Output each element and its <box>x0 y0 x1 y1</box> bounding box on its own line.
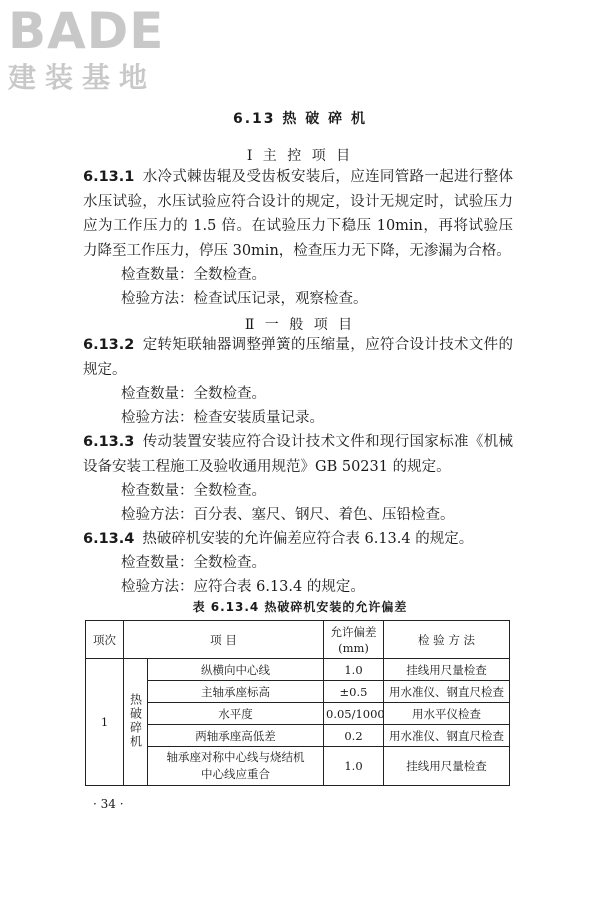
section-title: 6.13 热 破 碎 机 <box>232 111 368 127</box>
cell-tolerance: ±0.5 <box>324 681 384 703</box>
category-label: 热破碎机 <box>128 692 143 749</box>
clause-text: 热破碎机安装的允许偏差应符合表 6.13.4 的规定。 <box>142 531 474 547</box>
table-row <box>86 681 510 703</box>
header-item: 项 目 <box>124 621 324 659</box>
watermark-logo <box>8 2 178 94</box>
clause-6-13-4 <box>83 527 513 552</box>
table-row <box>86 747 510 786</box>
check-quantity-6-13-3: 检查数量：全数检查。 <box>121 483 266 499</box>
cell-tolerance: 1.0 <box>324 659 384 681</box>
clause-number: 6.13.1 <box>83 169 135 185</box>
header-tolerance <box>324 621 384 659</box>
logo-brand-cn: 建装基地 <box>8 61 157 94</box>
check-quantity-6-13-4: 检查数量：全数检查。 <box>121 555 266 571</box>
table-row <box>86 703 510 725</box>
clause-text: 定转矩联轴器调整弹簧的压缩量，应符合设计技术文件的规定。 <box>83 337 513 378</box>
check-quantity-6-13-1: 检查数量：全数检查。 <box>121 267 266 283</box>
cell-category <box>124 659 148 786</box>
clause-text: 水冷式棘齿辊及受齿板安装后，应连同管路一起进行整体水压试验，水压试验应符合设计的规定，设计无规定时，试验压力应为工作压力的 1.5 倍。在试验压力下稳压 10min，再将试验压力降至工作压力，停压 30min，检查压力无下降，无渗漏为合格。 <box>83 169 513 259</box>
check-method-6-13-3: 检验方法：百分表、塞尺、钢尺、着色、压铅检查。 <box>121 507 455 523</box>
check-method-6-13-2: 检验方法：检查安装质量记录。 <box>121 410 324 426</box>
cell-item-line2: 中心线应重合 <box>201 767 270 781</box>
cell-method: 挂线用尺量检查 <box>384 659 510 681</box>
clause-6-13-1 <box>83 165 513 263</box>
table-row <box>86 659 510 681</box>
clause-number: 6.13.2 <box>83 337 135 353</box>
cell-seq: 1 <box>86 659 124 786</box>
cell-item <box>148 747 324 786</box>
cell-item: 主轴承座标高 <box>148 681 324 703</box>
clause-6-13-3 <box>83 430 513 479</box>
cell-item: 纵横向中心线 <box>148 659 324 681</box>
tolerance-table <box>85 620 510 786</box>
check-method-6-13-1: 检验方法：检查试压记录，观察检查。 <box>121 291 368 307</box>
header-tolerance-label: 允许偏差 <box>330 624 377 639</box>
table-caption: 表 6.13.4 热破碎机安装的允许偏差 <box>192 600 408 614</box>
subsection-main-control-items: Ⅰ 主 控 项 目 <box>246 148 354 164</box>
clause-6-13-2 <box>83 333 513 382</box>
check-quantity-6-13-2: 检查数量：全数检查。 <box>121 386 266 402</box>
clause-number: 6.13.4 <box>83 531 135 547</box>
cell-method: 用水平仪检查 <box>384 703 510 725</box>
header-method: 检 验 方 法 <box>384 621 510 659</box>
header-tolerance-unit: (mm) <box>338 640 369 655</box>
subsection-general-items: Ⅱ 一 般 项 目 <box>244 317 356 333</box>
table-header-row <box>86 621 510 659</box>
clause-number: 6.13.3 <box>83 434 135 450</box>
page-number: · 34 · <box>93 797 124 811</box>
cell-tolerance: 0.2 <box>324 725 384 747</box>
cell-item: 水平度 <box>148 703 324 725</box>
cell-item: 两轴承座高低差 <box>148 725 324 747</box>
cell-method: 用水准仪、钢直尺检查 <box>384 681 510 703</box>
cell-tolerance: 0.05/1000 <box>324 703 384 725</box>
cell-method: 挂线用尺量检查 <box>384 747 510 786</box>
logo-brand-en: BADE <box>8 2 165 60</box>
cell-tolerance: 1.0 <box>324 747 384 786</box>
table-row <box>86 725 510 747</box>
clause-text: 传动装置安装应符合设计技术文件和现行国家标准《机械设备安装工程施工及验收通用规范》GB 50231 的规定。 <box>83 434 513 475</box>
cell-method: 用水准仪、钢直尺检查 <box>384 725 510 747</box>
check-method-6-13-4: 检验方法：应符合表 6.13.4 的规定。 <box>121 579 365 595</box>
cell-item-line1: 轴承座对称中心线与烧结机 <box>166 750 305 764</box>
header-seq: 项次 <box>86 621 124 659</box>
